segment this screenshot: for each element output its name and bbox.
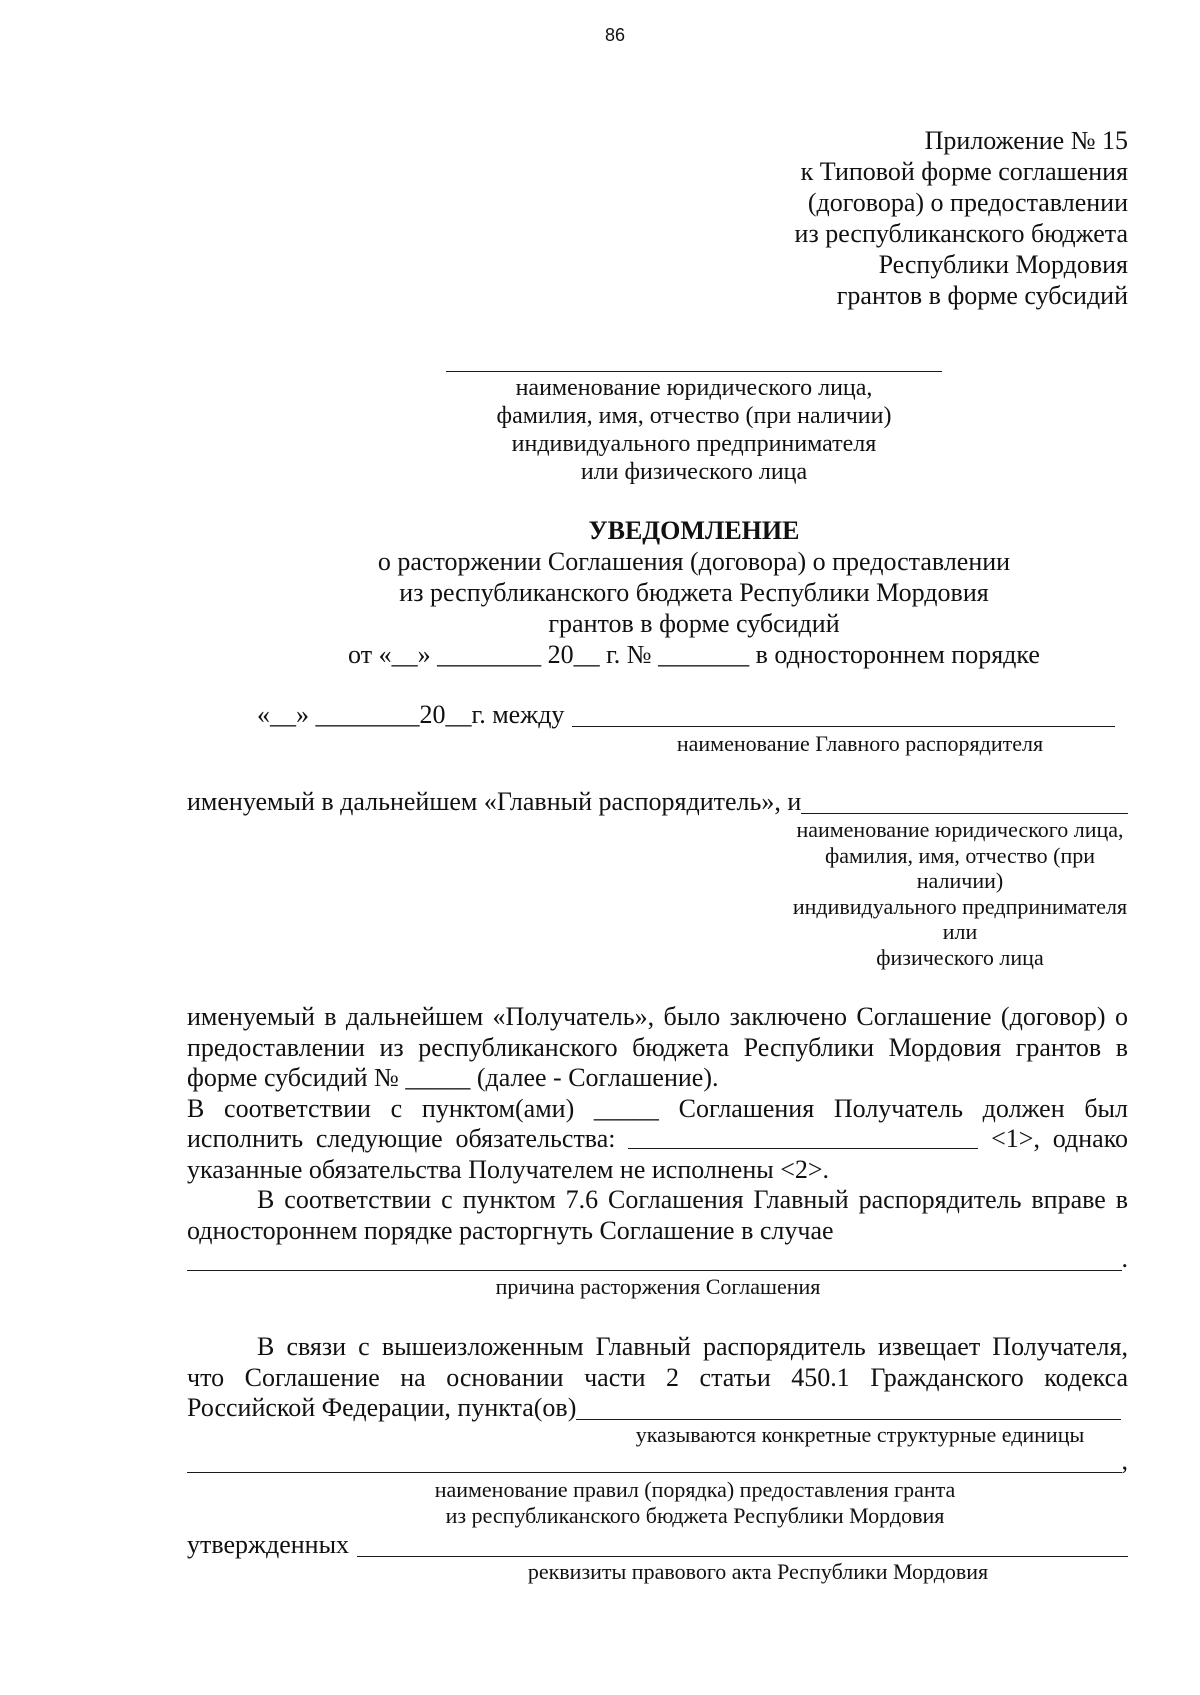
obligations-text: В соответствии с пунктом(ами) _____ Соглашения Получатель должен был [187,1093,1128,1123]
notification-text: В связи с вышеизложенным Главный распорядитель извещает Получателя, [257,1332,1128,1361]
rules-fill-line [187,1472,1122,1473]
termination-text: В соответствии с пунктом 7.6 Соглашения Главный распорядитель вправе в [257,1185,1128,1214]
appendix-header [795,125,1128,311]
approved-row [187,1530,1128,1561]
main-administrator-caption: наименование Главного распорядителя [676,731,1044,756]
notification-text: что Соглашение на основании части 2 статьи 450.1 Гражданского кодекса [187,1362,1128,1392]
addressee-caption-line: индивидуального предпринимателя [511,431,877,457]
notification-line [187,1332,1128,1363]
named-text: именуемый в дальнейшем «Главный распорядитель», и [187,787,802,816]
recipient-caption-line: фамилия, имя, отчество (при [824,842,1096,868]
approved-text: утвержденных [187,1530,350,1559]
body-paragraphs [187,1002,1128,1246]
notice-title: УВЕДОМЛЕНИЕ [588,516,800,545]
agreement-line [187,1063,1128,1094]
agreement-text: форме субсидий № _____ (далее - Соглашение). [187,1063,719,1092]
appendix-line: к Типовой форме соглашения [800,157,1128,186]
appendix-line: Республики Мордовия [878,250,1128,279]
agreement-line [187,1002,1128,1033]
obligations-text: указанные обязательства Получателем не исполнены <2>. [187,1154,830,1184]
articles-fill-line [576,1419,1121,1420]
addressee-fill-line [446,371,942,372]
agreement-text: именуемый в дальнейшем «Получатель», было заключено Соглашение (договор) о [187,1002,1128,1031]
rules-row [187,1446,1128,1477]
rules-caption-line: из республиканского бюджета Республики Мордовия [445,1503,945,1528]
recipient-caption-line: индивидуального предпринимателя [792,893,1128,919]
notification-paragraph [187,1332,1128,1424]
addressee-caption-line: наименование юридического лица, [515,375,873,401]
recipient-fill-line [801,813,1128,814]
addressee-caption-line: или физического лица [580,459,808,485]
obligations-text: исполнить следующие обязательства: [187,1124,616,1153]
reason-fill-line [187,1270,1122,1271]
notice-header [214,515,1174,670]
recipient-caption [760,817,1160,971]
named-row [187,787,1128,818]
termination-line [187,1185,1128,1216]
termination-line [187,1216,1128,1247]
agreement-text: предоставлении из республиканского бюджета Республики Мордовия грантов в [187,1032,1128,1062]
obligations-fill-line [628,1148,978,1149]
rules-caption-line: наименование правил (порядка) предоставления гранта [434,1477,956,1502]
recipient-caption-line: или [942,919,978,945]
units-caption: указываются конкретные структурные единицы [635,1422,1085,1447]
recipient-caption-line: физического лица [876,944,1044,970]
appendix-line: Приложение № 15 [924,126,1128,155]
articles-row [187,1393,1121,1424]
addressee-caption [446,374,942,486]
legal-act-fill-line [357,1556,1128,1557]
obligations-line [187,1155,1128,1186]
reason-end: . [1121,1244,1128,1273]
obligations-line [187,1124,1128,1155]
reason-row [187,1244,1128,1275]
notification-text: Российской Федерации, пункта(ов) [187,1393,577,1422]
notice-subtitle-line: из республиканского бюджета Республики Мордовия [399,578,989,607]
agreement-line [187,1033,1128,1064]
obligations-line [187,1094,1128,1125]
notice-subtitle-line: о расторжении Соглашения (договора) о предоставлении [377,547,1011,576]
rules-caption [395,1477,995,1529]
addressee-caption-line: фамилия, имя, отчество (при наличии) [496,403,892,429]
page-number: 86 [604,25,626,45]
notice-date-line: от «__» ________ 20__ г. № _______ в одностороннем порядке [348,640,1040,669]
main-administrator-fill-line [572,726,1115,727]
recipient-caption-line: наименование юридического лица, [796,817,1124,842]
appendix-line: грантов в форме субсидий [836,281,1128,310]
between-text: «__» ________20__г. между [257,700,565,729]
appendix-line: (договора) о предоставлении [807,188,1128,217]
rules-end: , [1121,1446,1128,1475]
reason-caption: причина расторжения Соглашения [495,1274,821,1299]
between-row [257,700,1115,731]
notice-subtitle-line: грантов в форме субсидий [548,609,840,638]
legal-act-caption: реквизиты правового акта Республики Мордовия [527,1559,989,1584]
obligations-text: <1>, однако [991,1124,1129,1153]
termination-text: одностороннем порядке расторгнуть Соглашение в случае [187,1215,834,1245]
notification-line [187,1363,1128,1394]
appendix-line: из республиканского бюджета [794,219,1128,248]
recipient-caption-line: наличии) [916,868,1004,894]
